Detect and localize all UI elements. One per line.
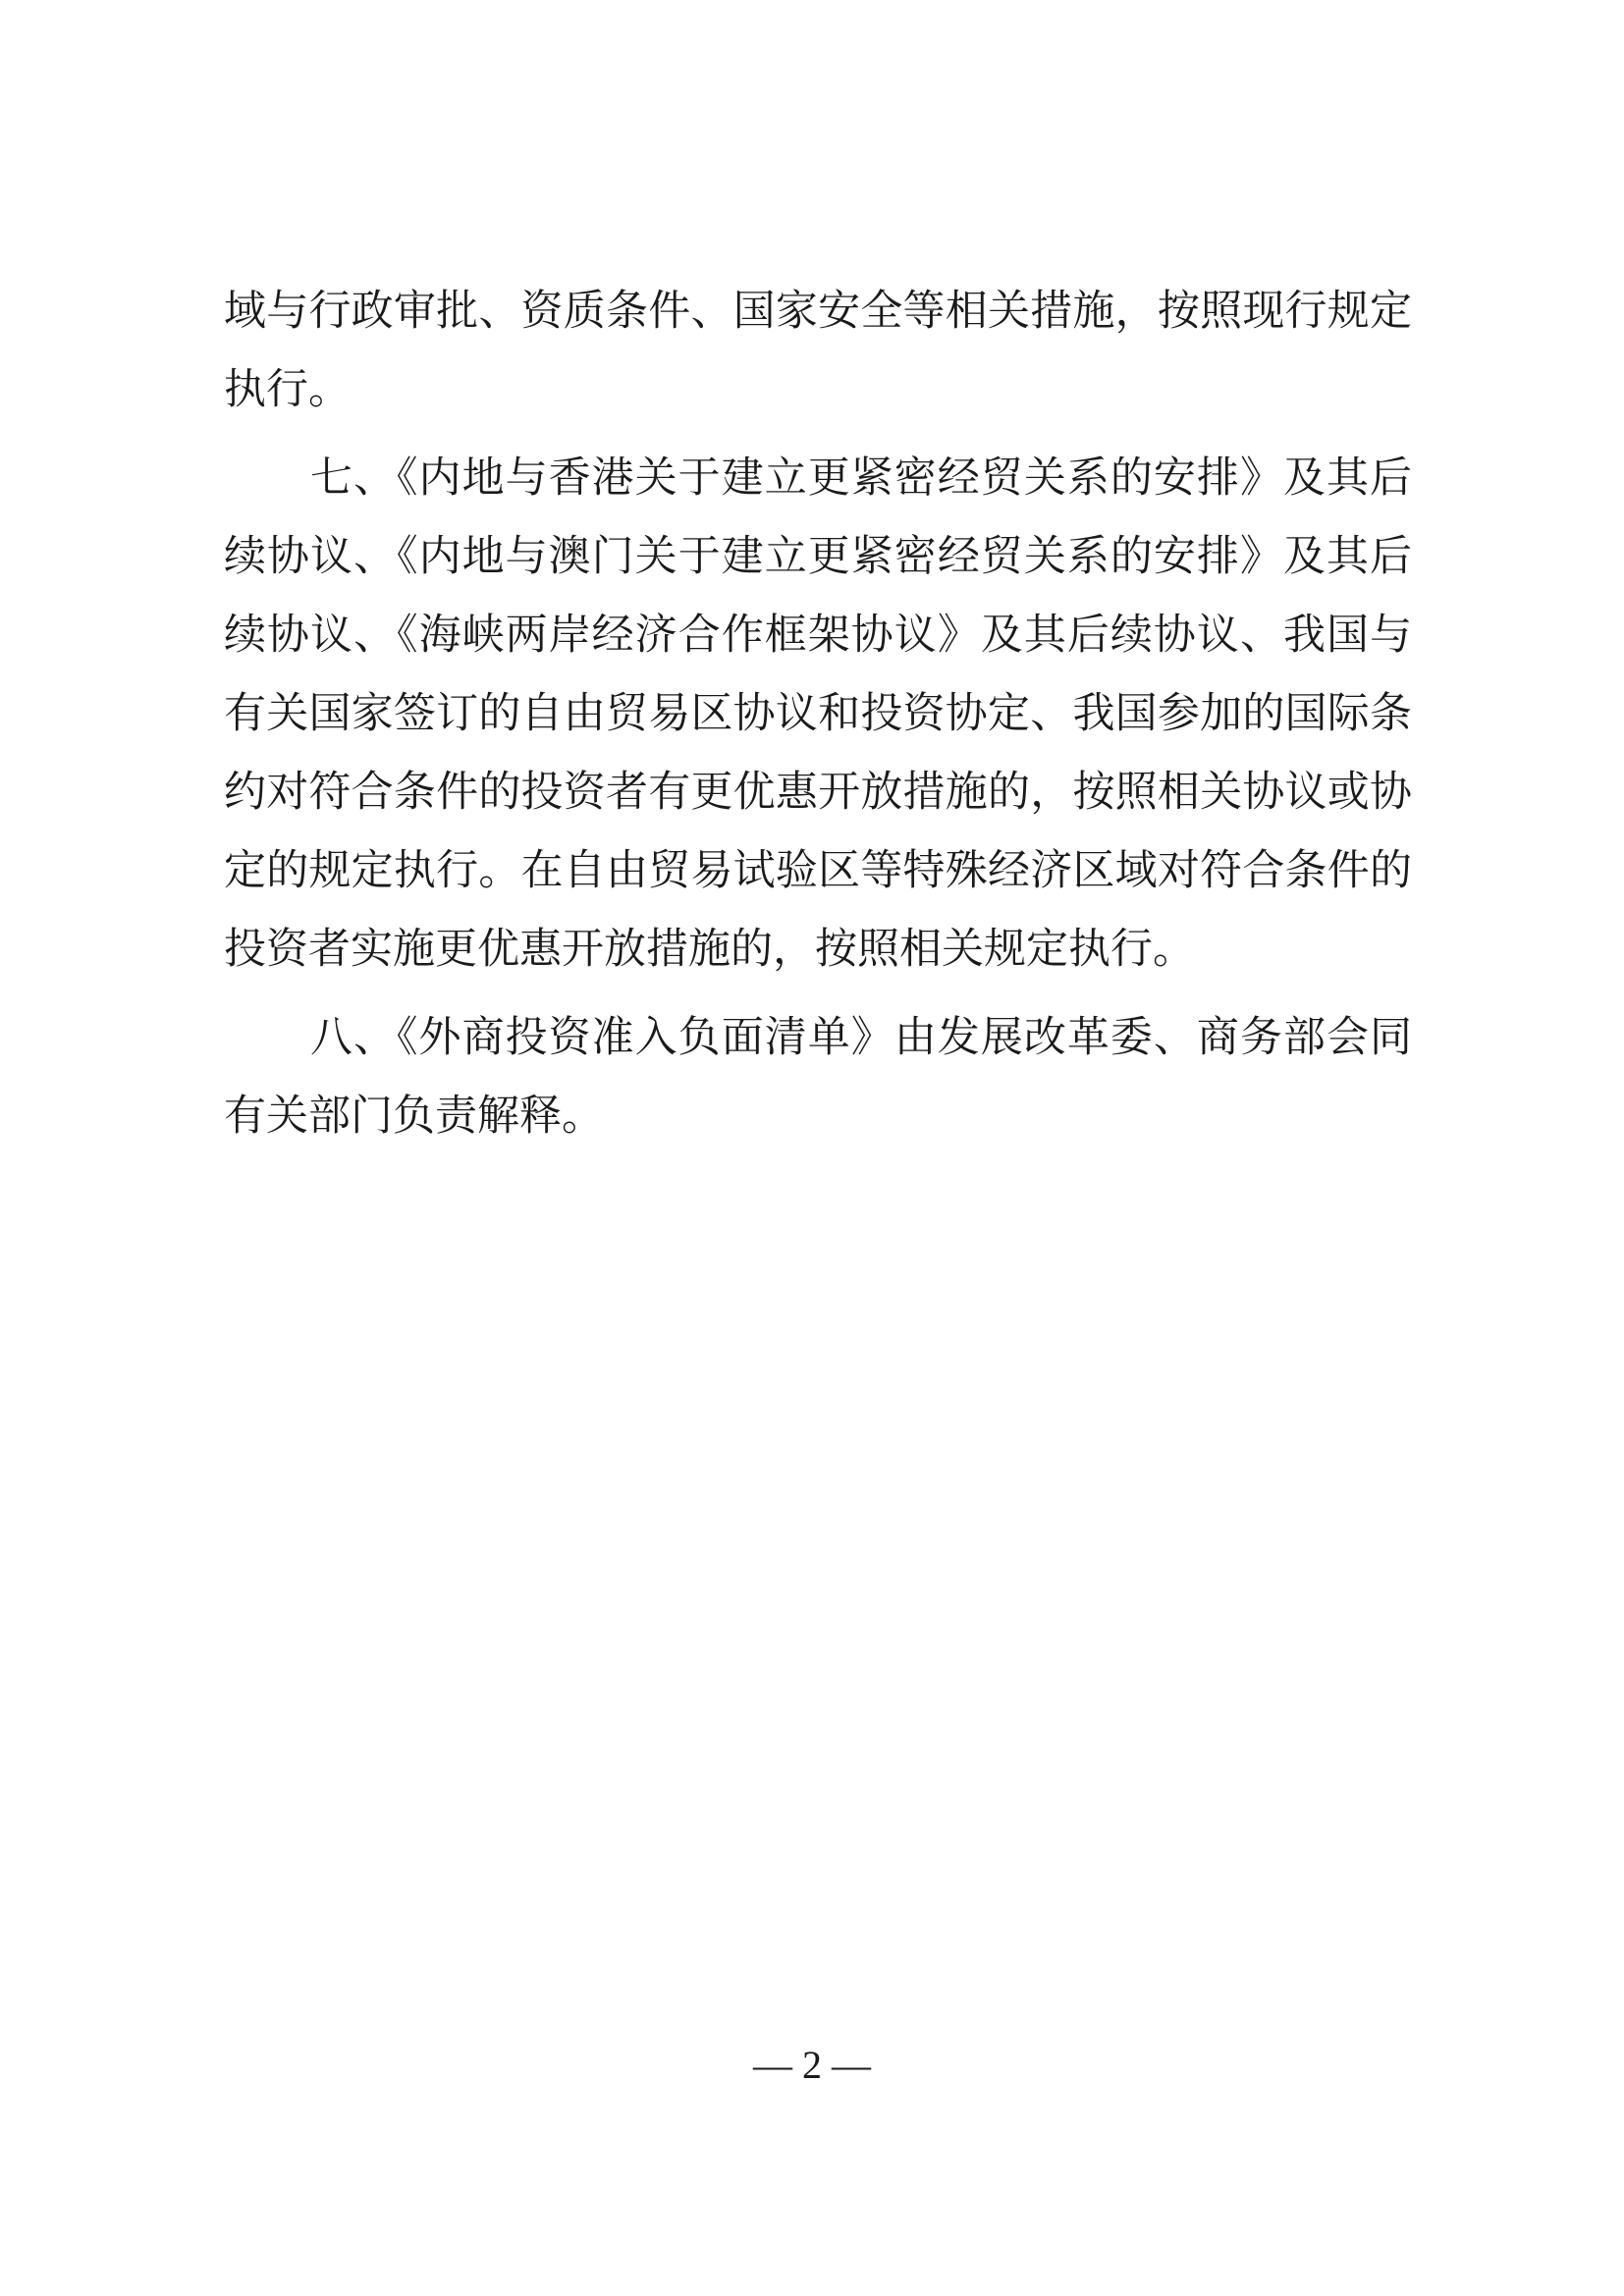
paragraph-seven-line-2: 续协议、《内地与澳门关于建立更紧密经贸关系的安排》及其后: [224, 532, 1412, 581]
body-line-2: 执行。: [224, 365, 351, 414]
body-line-1: 域与行政审批、资质条件、国家安全等相关措施，按照现行规定: [224, 287, 1412, 336]
paragraph-eight-line-1: 八、《外商投资准入负面清单》由发展改革委、商务部会同: [310, 1013, 1412, 1062]
paragraph-seven-line-7: 投资者实施更优惠开放措施的，按照相关规定执行。: [224, 925, 1195, 974]
paragraph-eight-line-2: 有关部门负责解释。: [224, 1092, 604, 1141]
paragraph-seven-line-4: 有关国家签订的自由贸易区协议和投资协定、我国参加的国际条: [224, 689, 1412, 738]
paragraph-seven-line-3: 续协议、《海峡两岸经济合作框架协议》及其后续协议、我国与: [224, 611, 1412, 660]
page-number: — 2 —: [753, 2043, 871, 2087]
paragraph-seven-line-6: 定的规定执行。在自由贸易试验区等特殊经济区域对符合条件的: [224, 846, 1412, 895]
paragraph-seven-line-1: 七、《内地与香港关于建立更紧密经贸关系的安排》及其后: [310, 454, 1412, 503]
paragraph-seven-line-5: 约对符合条件的投资者有更优惠开放措施的，按照相关协议或协: [224, 768, 1412, 817]
